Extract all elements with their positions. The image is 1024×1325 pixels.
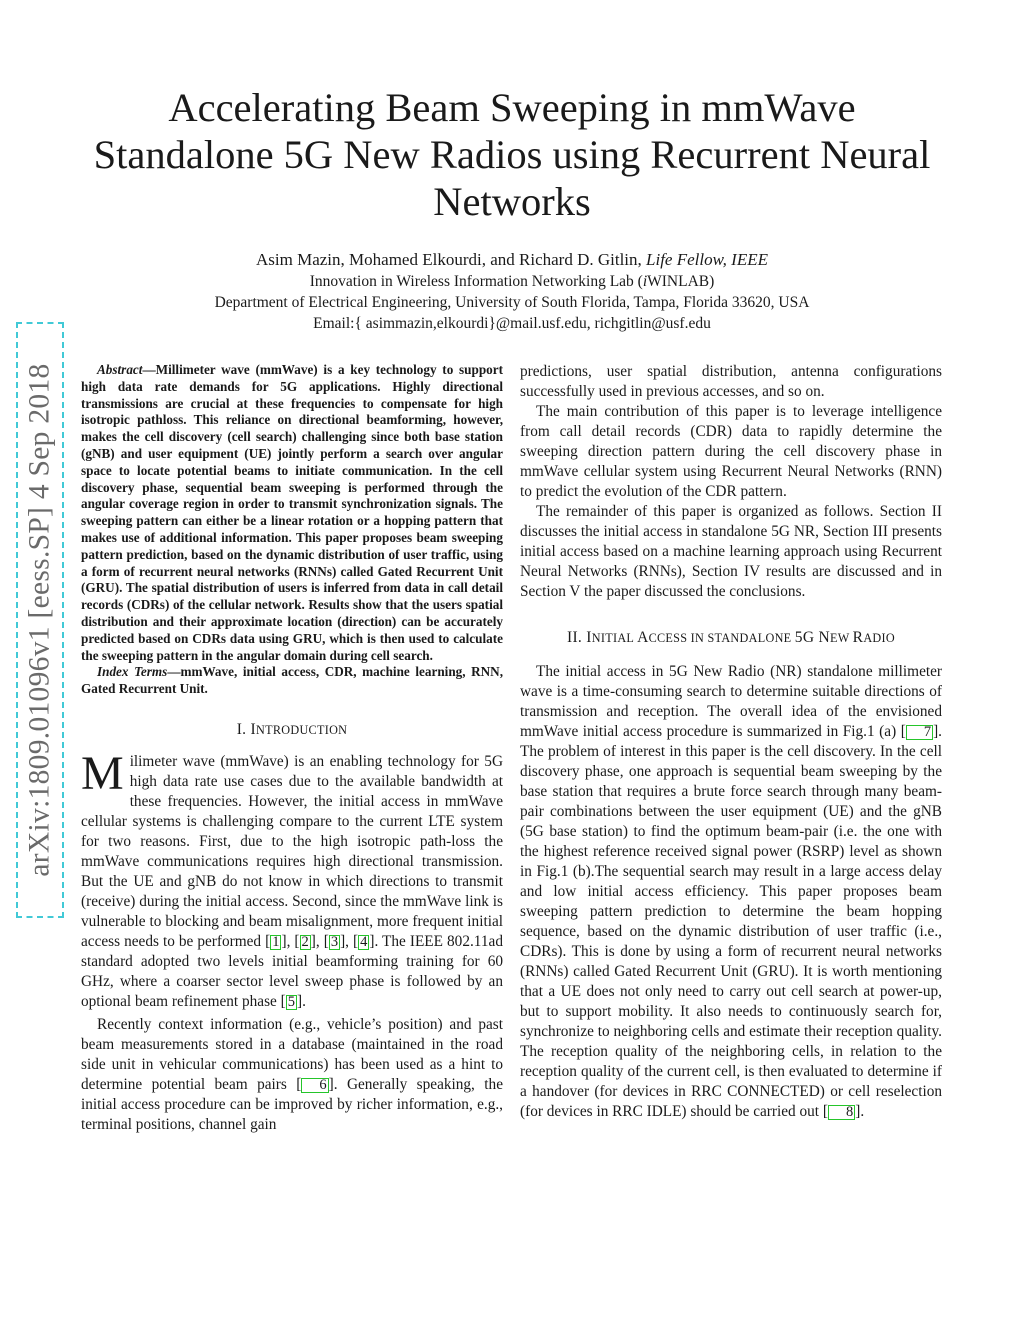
- citation-link[interactable]: 6: [301, 1078, 328, 1093]
- section-title-initial: I: [250, 720, 256, 738]
- paper-title: [60, 84, 964, 225]
- heading-word: 5G: [794, 629, 819, 646]
- context-text: Recently context information (e.g., vehicle’s position) and past beam measurements stored in a database (maintained in the road side unit in vehicular communications) has been used as a hint to determine potential beam pairs: [81, 1015, 503, 1093]
- heading-word: EW: [829, 631, 853, 645]
- author-block: [0, 249, 1024, 334]
- organization-paragraph: The remainder of this paper is organized as follows. Section II discusses the initial access in standalone 5G NR, Section III presents initial access based on a machine learning approach using Recurrent Neural Networks (RNNs), Section IV results are discussed and in Section V the paper discussed the conclusions.: [520, 503, 942, 600]
- heading-letter: I: [586, 629, 592, 646]
- title-line: Standalone 5G New Radios using Recurrent Neural: [93, 132, 931, 177]
- citation-link[interactable]: 2: [301, 933, 309, 950]
- index-terms-label: Index Terms: [97, 664, 168, 680]
- title-line: Networks: [433, 179, 591, 224]
- heading-letter: A: [637, 629, 649, 646]
- author-names: Asim Mazin, Mohamed Elkourdi, and Richard D. Gitlin,: [256, 250, 647, 269]
- drop-cap: M: [81, 746, 124, 800]
- context-paragraph: Recently context information (e.g., vehicle’s position) and past beam measurements stored in a database (maintained in the road side unit in vehicular communications) has been used as a hint to determine potential beam pairs [ 6 ]. Generally speaking, the initial access procedure can be improved by richer information, e.g., terminal positions, channel gain: [81, 1015, 503, 1133]
- initial-access-text: . The problem of interest in this paper is the cell discovery. In the cell discovery phase, one approach is sequential beam sweeping by the base station that requires a brute force search through many beam-pair combinations between the user equipment (UE) and the gNB (5G base station) to find the optimum beam-pair (i.e. the one with the highest reference received signal power (RSRP) level as shown in Fig.1 (b).The sequential search may result in a large access delay and low initial access efficiency. This paper proposes beam sweeping pattern prediction to determine the beam hopping sequence, based on the dynamic distribution of user traffic (i.e., CDRs). This is done by using a form of recurrent neural networks (RNNs) called Gated Recurrent Unit (GRU). It is worth mentioning that a UE does not only need to carry out cell search at power-up, but to support mobility. It also needs to continuously search for, synchronize to neighboring cells and estimate their reception quality. The reception quality of the neighboring cells, in relation to the reception quality of the current cell, is then evaluated to determine if a handover (for devices in RRC CONNECTED) or cell reselection (for devices in RRC IDLE) should be carried out: [520, 723, 942, 1120]
- abstract: [81, 362, 503, 664]
- left-column: [81, 362, 503, 1135]
- section-number: I.: [236, 720, 251, 738]
- contribution-paragraph: The main contribution of this paper is to leverage intelligence from call detail records (CDR) data to rapidly determine the sweeping direction pattern during the cell discovery phase in mmWave cellular system using Recurrent Neural Networks (RNN) to predict the evolution of the CDR pattern.: [520, 403, 942, 500]
- citation-link[interactable]: 1: [272, 933, 280, 950]
- abstract-label: Abstract: [97, 362, 143, 377]
- section-heading-initial-access: [520, 628, 942, 648]
- lab-name-italic: i: [642, 273, 648, 290]
- heading-word: ADIO: [863, 631, 895, 645]
- citation-link[interactable]: 4: [360, 933, 368, 950]
- initial-access-text: The initial access in 5G New Radio (NR) standalone millimeter wave is a time-consuming search to determine suitable directions of transmission and reception. The overall idea of the envisioned mmWave initial access procedure is summarized in Fig.1 (a): [520, 663, 942, 740]
- citation-link[interactable]: 7: [906, 725, 933, 740]
- section-heading-introduction: [81, 720, 503, 740]
- section-number: II.: [567, 629, 587, 646]
- heading-word: NITIAL: [591, 631, 638, 645]
- lab-name-suffix: WINLAB): [647, 273, 715, 290]
- author-fellow-title: Life Fellow, IEEE: [646, 250, 768, 269]
- intro-text: . The IEEE 802.11ad standard adopted two levels initial beamforming training for 60 GHz, where a coarser sector level sweep phase is followed by an optional beam refinement phase: [81, 932, 503, 1010]
- lab-name-prefix: Innovation in Wireless Information Networking Lab (: [309, 273, 643, 290]
- initial-access-paragraph: The initial access in 5G New Radio (NR) standalone millimeter wave is a time-consuming search to determine suitable directions of transmission and reception. The overall idea of the envisioned mmWave initial access procedure is summarized in Fig.1 (a) [ 7 ]. The problem of interest in this paper is the cell discovery. In the cell discovery phase, one approach is sequential beam sweeping by the base station that requires a brute force search through many beam-pair combinations between the user equipment (UE) and the gNB (5G base station) to find the optimum beam-pair (i.e. the one with the highest reference received signal power (RSRP) level as shown in Fig.1 (b).The sequential search may result in a large access delay and low initial access efficiency. This paper proposes beam sweeping pattern prediction to determine the beam hopping sequence, based on the dynamic distribution of user traffic (i.e., CDRs). This is done by using a form of recurrent neural networks (RNNs) called Gated Recurrent Unit (GRU). It is worth mentioning that a UE does not only need to carry out cell search at power-up, but to support mobility. It also needs to continuously search for, synchronize to neighboring cells and estimate their reception quality. The reception quality of the neighboring cells, in relation to the reception quality of the current cell, is then evaluated to determine if a handover (for devices in RRC CONNECTED) or cell reselection (for devices in RRC IDLE) should be carried out [ 8 ].: [520, 663, 942, 1120]
- continued-paragraph: predictions, user spatial distribution, antenna configurations successfully used in previous accesses, and so on.: [520, 363, 942, 400]
- citation-link[interactable]: 5: [287, 993, 295, 1010]
- heading-letter: N: [818, 629, 830, 646]
- affiliation-department: Department of Electrical Engineering, University of South Florida, Tampa, Florida 33620, USA: [214, 294, 810, 311]
- affiliation-lab: [0, 271, 1024, 292]
- author-names-line: [0, 249, 1024, 271]
- arxiv-identifier-stamp: [16, 322, 64, 918]
- arxiv-identifier: arXiv:1809.01096v1 [eess.SP] 4 Sep 2018: [23, 363, 56, 877]
- intro-paragraph: Milimeter wave (mmWave) is an enabling technology for 5G high data rate use cases due to the available bandwidth at these frequencies. However, the initial access in mmWave cellular systems is challenging compare to the current LTE system for two reasons. First, due to the high isotropic path-loss the mmWave communications requires high directional transmission. But the UE and gNB do not know in which directions to transmit (receive) during the initial access. Second, since the mmWave link is vulnerable to blocking and beam misalignment, more frequent initial access needs to be performed [ 1 ], [ 2 ], [ 3 ], [ 4 ]. The IEEE 802.11ad standard adopted two levels initial beamforming training for 60 GHz, where a coarser sector level sweep phase is followed by an optional beam refinement phase [ 5 ].: [81, 746, 503, 1010]
- context-text: . Generally speaking, the initial access procedure can be improved by richer information, e.g., terminal positions, channel gain: [81, 1075, 503, 1133]
- citation-link[interactable]: 8: [828, 1105, 855, 1120]
- heading-letter: R: [852, 629, 864, 646]
- title-line: Accelerating Beam Sweeping in mmWave: [168, 85, 856, 130]
- author-emails: Email:{ asimmazin,elkourdi}@mail.usf.edu, richgitlin@usf.edu: [313, 315, 711, 332]
- intro-text: ilimeter wave (mmWave) is an enabling technology for 5G high data rate use cases due to the available bandwidth at these frequencies. However, the initial access in mmWave cellular systems is challenging compare to the current LTE system for two reasons. First, due to the high isotropic path-loss the mmWave communications requires high directional transmission. But the UE and gNB do not know in which directions to transmit (receive) during the initial access. Second, since the mmWave link is vulnerable to blocking and beam misalignment, more frequent initial access needs to be performed: [81, 752, 503, 950]
- section-title-rest: NTRODUCTION: [255, 722, 348, 737]
- right-column: [520, 362, 942, 1122]
- index-terms-text: —mmWave, initial access, CDR, machine learning, RNN, Gated Recurrent Unit.: [81, 664, 503, 697]
- index-terms: [81, 664, 503, 698]
- abstract-text: —Millimeter wave (mmWave) is a key technology to support high data rate demands for 5G applications. Highly directional transmissions are crucial at these frequencies to compensate for high isotropic pathloss. This reliance on directional beamforming, however, makes the cell discovery (cell search) challenging since both base station (gNB) and user equipment (UE) jointly perform a search over angular space to locate potential beams to initiate communication. In the cell discovery phase, sequential beam sweeping is performed through the angular coverage region in order to transmit synchronization signals. The sweeping pattern can either be a linear rotation or a hopping pattern that makes use of additional information. This paper proposes beam sweeping pattern prediction, based on the dynamic distribution of user traffic, using a form of recurrent neural networks (RNNs) called Gated Recurrent Unit (GRU). The spatial distribution of users is inferred from data in call detail records (CDRs) of the cellular network. Results show that the users spatial distribution and their approximate location (direction) can be accurately predicted based on CDRs data using GRU, which is then used to calculate the sweeping pattern in the angular domain during cell search.: [81, 362, 503, 663]
- heading-word: CCESS IN STANDALONE: [648, 631, 795, 645]
- citation-link[interactable]: 3: [330, 933, 339, 950]
